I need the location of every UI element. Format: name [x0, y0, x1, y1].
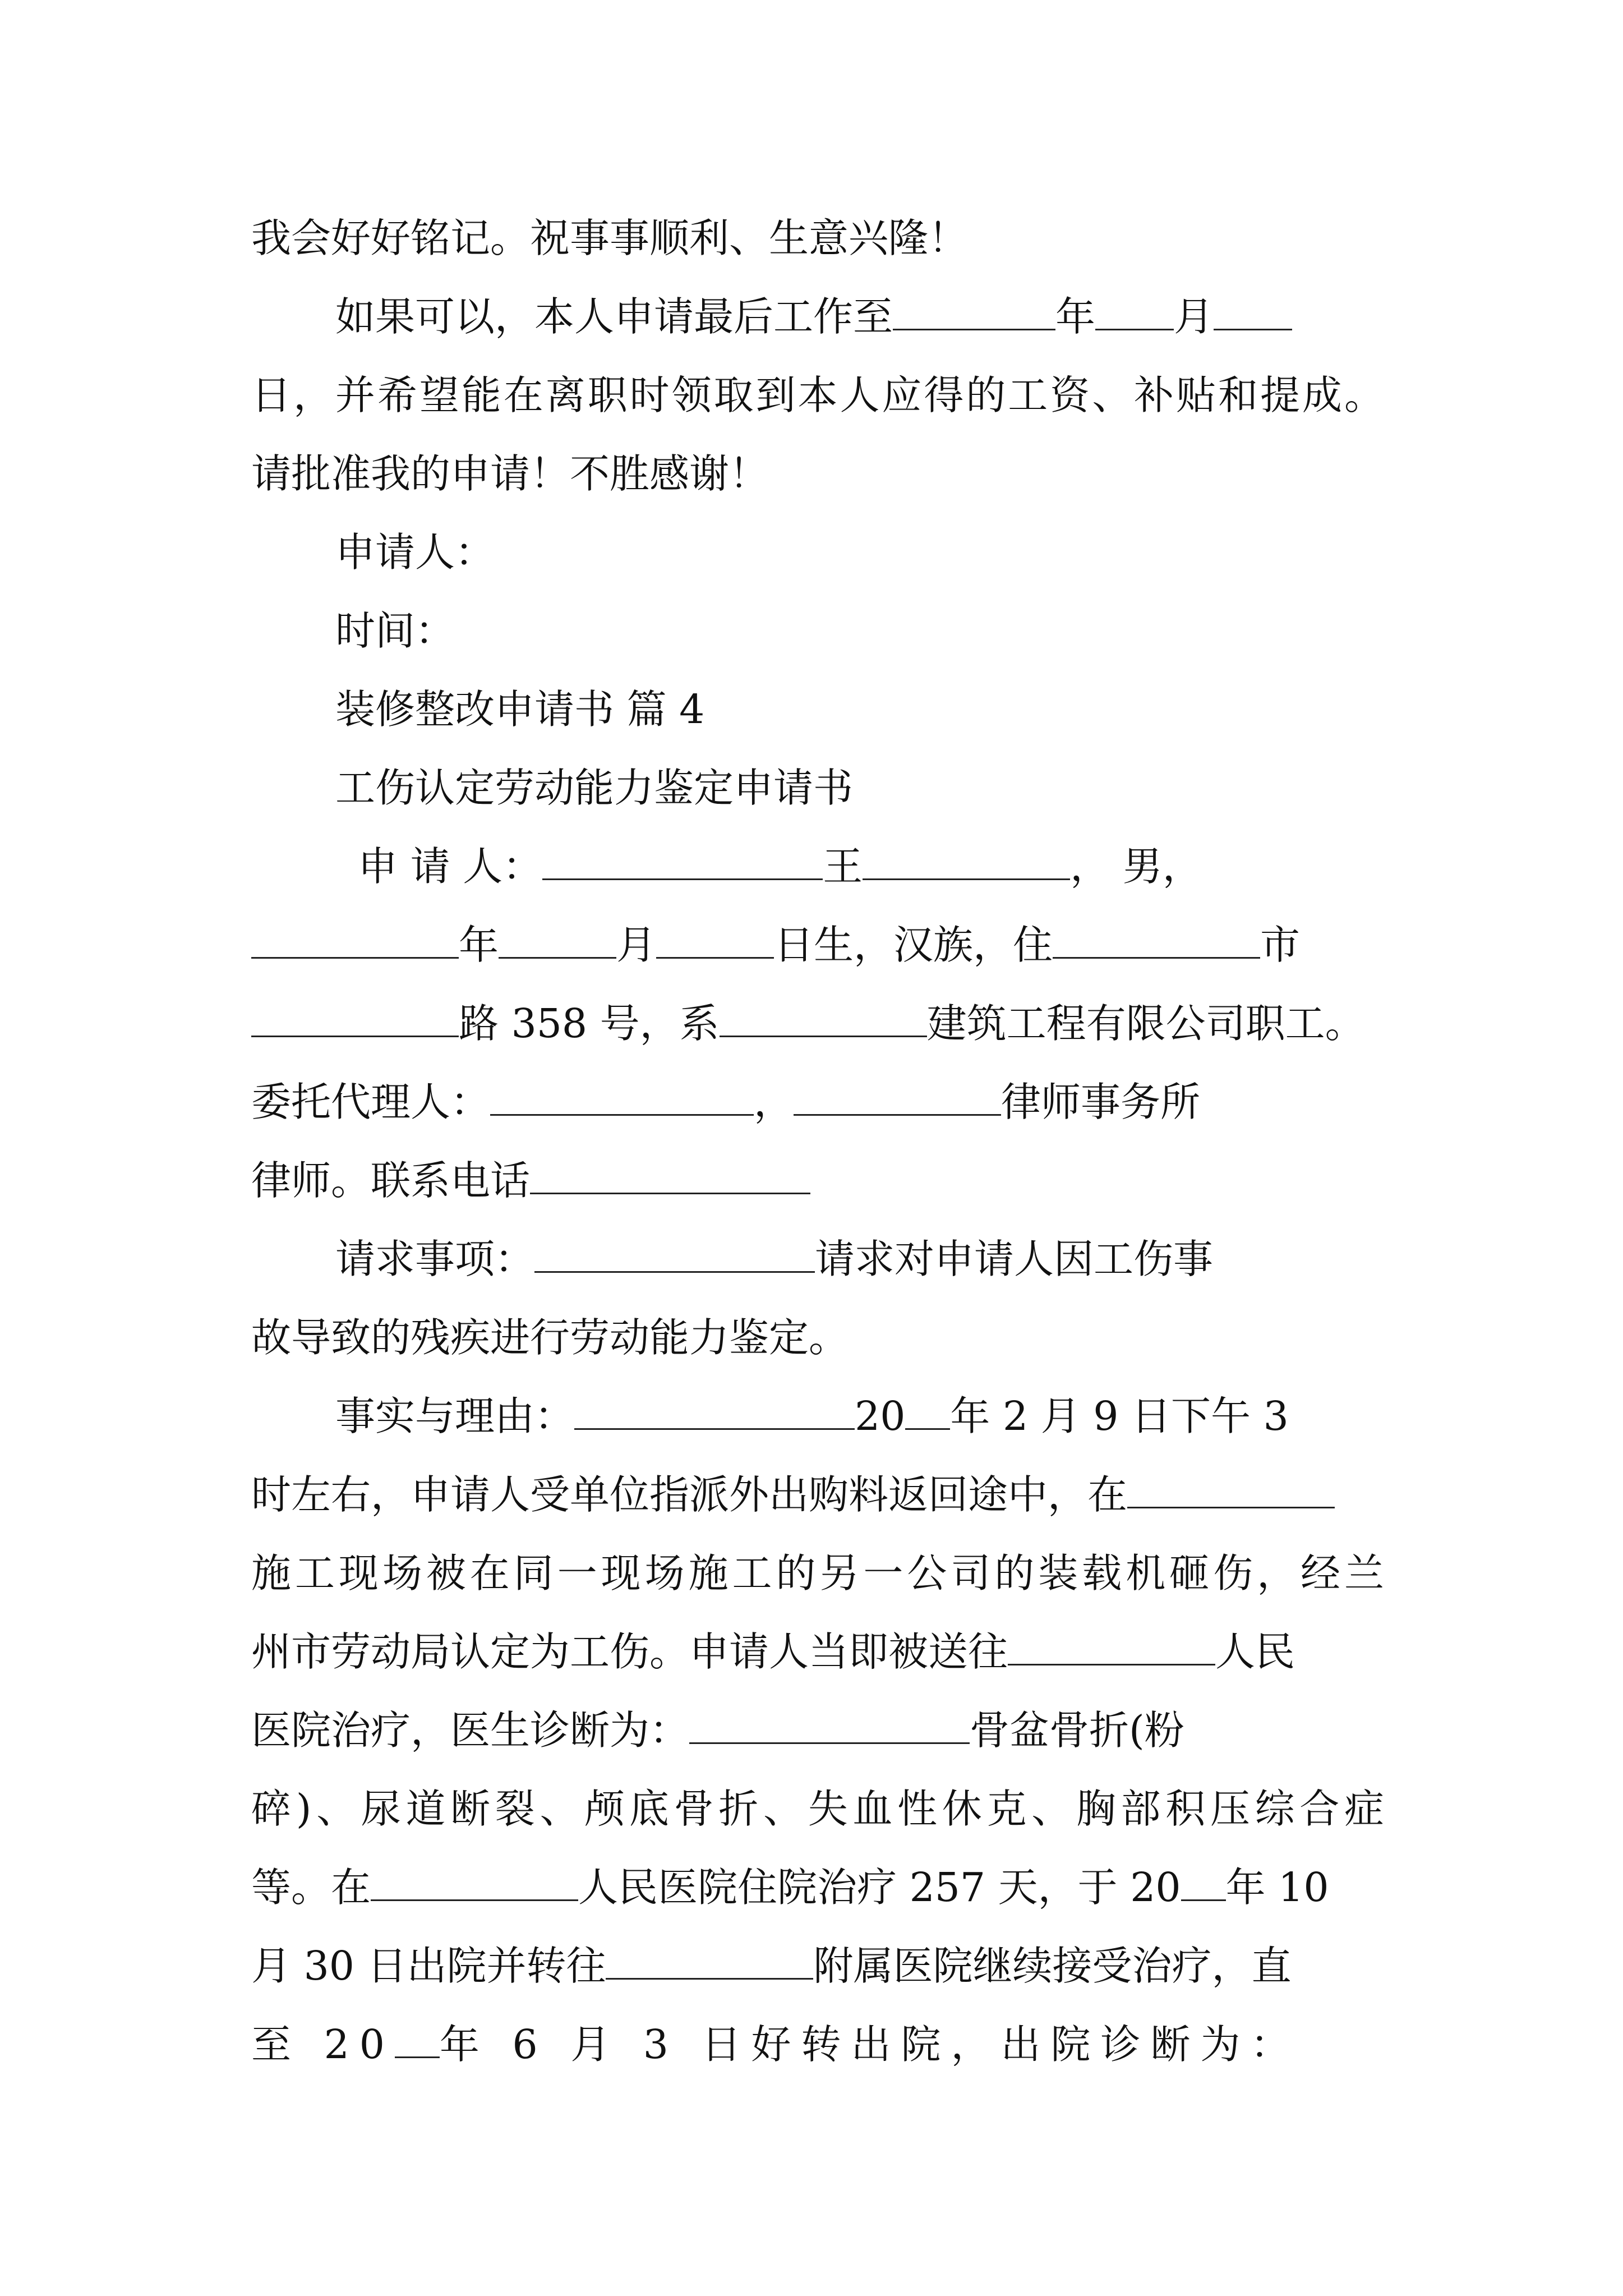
text: 州市劳动局认定为工伤。申请人当即被送往 [251, 1628, 1008, 1675]
blank-field [606, 1942, 813, 1980]
text: 请批准我的申请！不胜感谢！ [251, 450, 769, 497]
blank-year [893, 293, 1055, 330]
text: 20 [855, 1393, 906, 1439]
paragraph-line-2 [251, 283, 1384, 351]
facts-line-5 [251, 1697, 1384, 1764]
facts-line-4 [251, 1618, 1384, 1686]
text: 路 358 号，系 [459, 1000, 720, 1047]
blank-year-suffix [905, 1392, 950, 1430]
text: ， 男， [1070, 843, 1202, 890]
facts-line-3 [251, 1540, 1384, 1607]
text: 故导致的残疾进行劳动能力鉴定。 [251, 1314, 849, 1361]
blank-field [1053, 921, 1260, 959]
text: 施工现场被在同一现场施工的另一公司的装载机砸伤，经兰 [251, 1550, 1384, 1596]
text: 年 10 [1225, 1864, 1329, 1911]
applicant-label [335, 519, 1384, 586]
text: 日，并希望能在离职时领取到本人应得的工资、补贴和提成。 [251, 372, 1384, 418]
paragraph-line-1 [251, 205, 1384, 272]
blank-field [1008, 1628, 1215, 1665]
text: 医院治疗，医生诊断为： [251, 1707, 690, 1754]
text: 月 [616, 922, 657, 968]
text: 等。在 [251, 1864, 371, 1911]
text: 日生，汉族，住 [774, 922, 1053, 968]
paragraph-line-4 [251, 440, 1384, 508]
text: 请求对申请人因工伤事 [815, 1236, 1214, 1282]
document-title [335, 754, 1384, 822]
text: 至 20 [251, 2021, 395, 2068]
text: 工伤认定劳动能力鉴定申请书 [335, 765, 854, 811]
time-label [335, 597, 1384, 665]
text: 请求事项： [335, 1236, 535, 1282]
text: 人民医院住院治疗 257 天，于 20 [578, 1864, 1181, 1911]
blank-month [1095, 293, 1174, 330]
text: 我会好好铭记。祝事事顺利、生意兴隆！ [251, 215, 969, 261]
facts-line-2 [251, 1461, 1384, 1529]
facts-line-1 [335, 1383, 1384, 1450]
text: 年 6 月 3 日好转出院，出院诊断为： [439, 2021, 1301, 2068]
text: 委托代理人： [251, 1079, 491, 1125]
facts-line-8 [251, 1932, 1384, 2000]
facts-line-6 [251, 1775, 1384, 1843]
text: 年 2 月 9 日下午 3 [950, 1393, 1289, 1439]
applicant-info-line-3 [251, 990, 1384, 1057]
blank-day [1214, 293, 1292, 330]
blank-field [251, 921, 459, 959]
paragraph-line-3 [251, 362, 1384, 429]
text: 王 [823, 843, 863, 890]
blank-year-suffix [1181, 1864, 1226, 1901]
blank-field [863, 843, 1070, 880]
text: 律师。联系电话 [251, 1157, 531, 1204]
text: 年 [1055, 293, 1096, 340]
blank-field [499, 921, 616, 959]
blank-field [656, 921, 774, 959]
text: 建筑工程有限公司职工。 [926, 1000, 1365, 1047]
agent-line-2 [251, 1147, 1384, 1214]
text: 人民 [1215, 1628, 1295, 1675]
blank-field [689, 1706, 970, 1744]
applicant-info-line-2 [251, 912, 1384, 979]
text: 碎)、尿道断裂、颅底骨折、失血性休克、胸部积压综合症 [251, 1786, 1384, 1832]
blank-field [574, 1392, 855, 1430]
blank-field [720, 1000, 927, 1037]
text: 月 [1174, 293, 1214, 340]
text: 市 [1260, 922, 1301, 968]
facts-line-7 [251, 1854, 1384, 1921]
text: 如果可以，本人申请最后工作至 [335, 293, 893, 340]
text: 时间： [335, 608, 455, 654]
blank-field [794, 1078, 1001, 1116]
agent-line-1 [251, 1069, 1384, 1136]
text: 年 [459, 922, 499, 968]
text: ， [754, 1079, 794, 1125]
request-line-1 [335, 1226, 1384, 1293]
text: 时左右，申请人受单位指派外出购料返回途中，在 [251, 1471, 1128, 1518]
text: 事实与理由： [335, 1393, 575, 1439]
text: 律师事务所 [1001, 1079, 1201, 1125]
text: 附属医院继续接受治疗，直 [813, 1943, 1292, 1989]
applicant-info-line-1 [358, 833, 1384, 900]
blank-phone [530, 1157, 810, 1194]
blank-field [251, 1000, 459, 1037]
text: 装修整改申请书 篇 4 [335, 686, 705, 733]
blank-year-suffix [395, 2021, 440, 2058]
facts-line-9 [251, 2011, 1384, 2078]
section-heading [335, 676, 1384, 743]
blank-field [534, 1235, 815, 1273]
text: 申请人： [335, 529, 495, 576]
blank-field [542, 843, 823, 880]
text: 月 30 日出院并转往 [251, 1943, 606, 1989]
text: 骨盆骨折(粉 [970, 1707, 1184, 1754]
blank-field [371, 1864, 578, 1901]
blank-field [1127, 1471, 1335, 1508]
request-line-2 [251, 1304, 1384, 1372]
blank-field [490, 1078, 754, 1116]
text: 申 请 人： [358, 843, 543, 890]
